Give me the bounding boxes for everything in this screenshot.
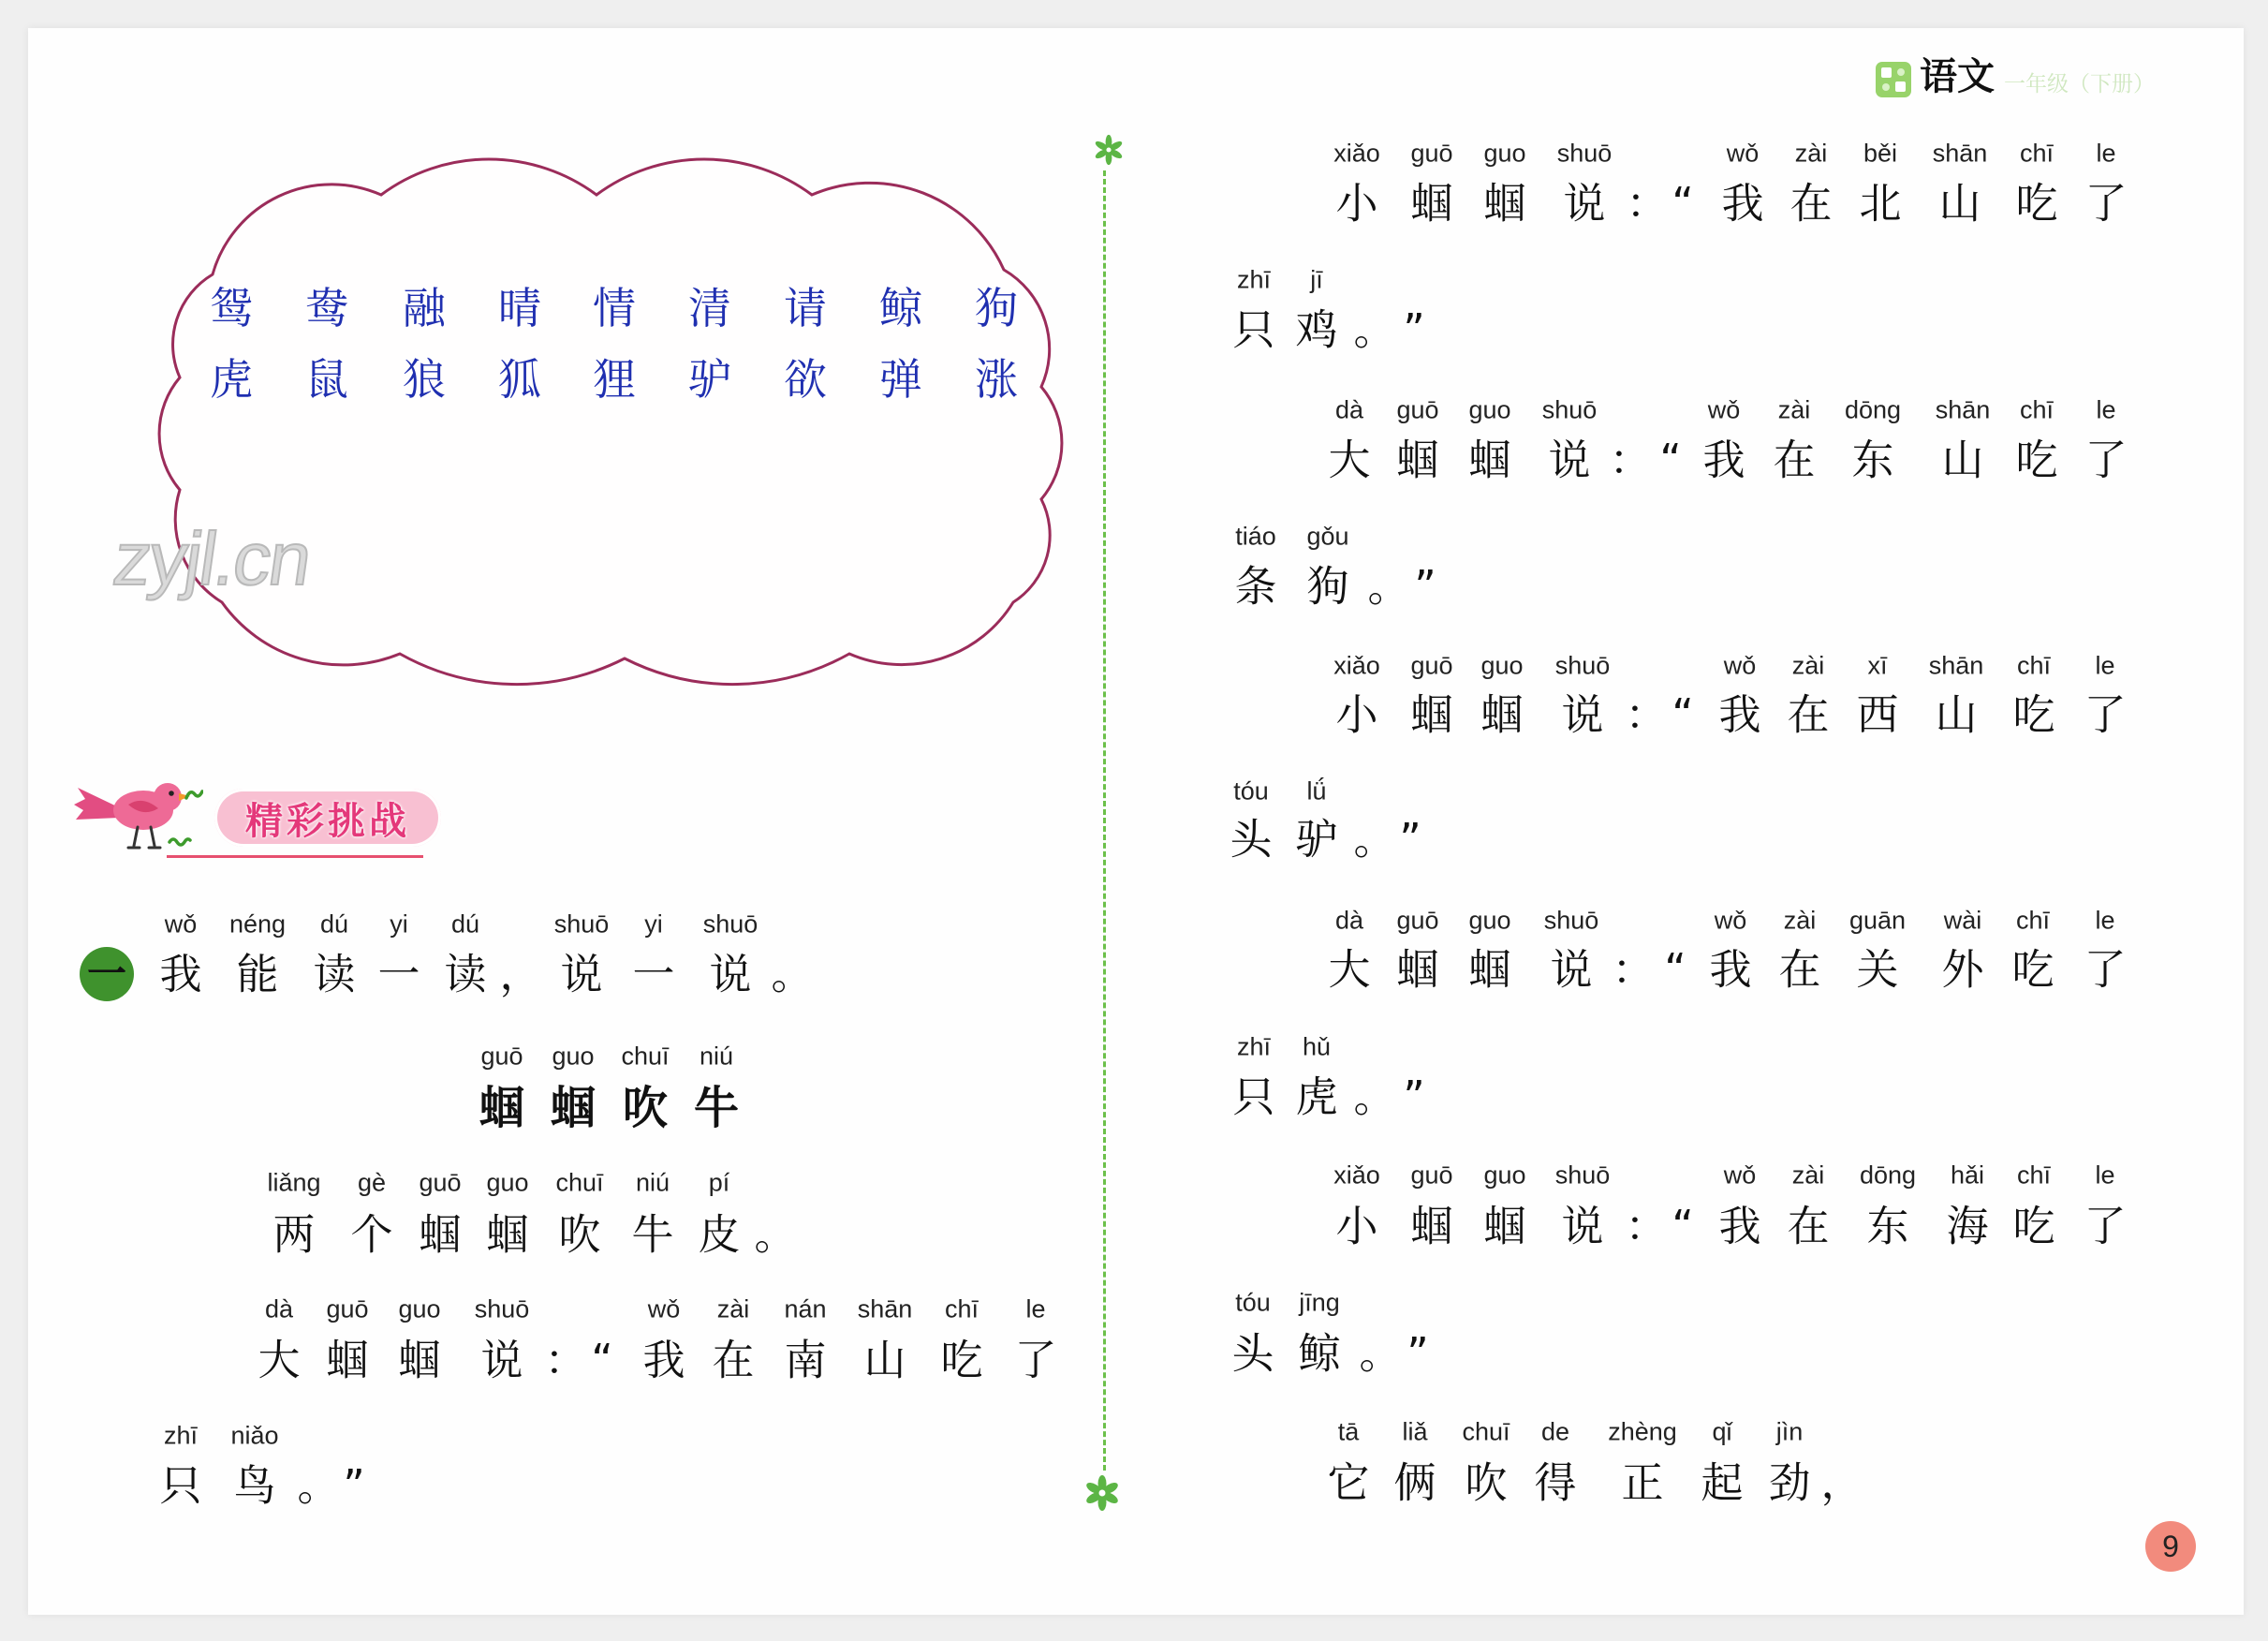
hanzi: “ [591, 1335, 613, 1385]
hanzi: 在 [1787, 689, 1830, 740]
pinyin: guō [326, 1294, 369, 1323]
hanzi: 鸡 [1295, 304, 1338, 355]
pinyin: le [2095, 1161, 2115, 1190]
hanzi: ” [1399, 814, 1421, 865]
pinyin: lǘ [1306, 776, 1327, 806]
hanzi: ： [1609, 435, 1652, 485]
section-title: 精彩挑战 [245, 799, 410, 843]
pinyin: qǐ [1712, 1417, 1732, 1446]
hanzi: 在 [712, 1335, 755, 1385]
hanzi: 吃 [2015, 178, 2058, 229]
banner-underline [167, 855, 423, 858]
hanzi: 。 [754, 1209, 797, 1260]
pinyin: zhī [1236, 265, 1272, 294]
pinyin: zhī [1236, 1032, 1272, 1061]
hanzi: 大 [1328, 944, 1371, 995]
hanzi: 说 [560, 949, 603, 999]
hanzi: 山 [1938, 178, 1981, 229]
hanzi: 读 [313, 949, 356, 999]
pinyin: wǒ [1726, 139, 1760, 168]
hanzi: 吹 [1465, 1457, 1508, 1508]
pinyin: wǒ [1723, 651, 1757, 680]
pinyin: zài [1794, 139, 1828, 168]
vocab-char: 虎 [210, 354, 253, 405]
pinyin: shuō [1554, 651, 1611, 680]
vocab-char: 鲸 [879, 283, 922, 333]
vocab-char: 驴 [688, 354, 731, 405]
hanzi: 北 [1859, 178, 1902, 229]
pinyin: wǒ [1723, 1161, 1757, 1190]
pinyin: tiáo [1235, 522, 1276, 551]
pinyin: shuō [702, 909, 758, 939]
pinyin: guo [1480, 651, 1524, 680]
pinyin: zhèng [1608, 1417, 1677, 1446]
pinyin: tóu [1233, 776, 1269, 806]
hanzi: “ [1664, 944, 1686, 995]
pinyin: jī [1310, 265, 1323, 294]
hanzi: 它 [1327, 1457, 1370, 1508]
hanzi: 蝈 [419, 1209, 462, 1260]
vocab-char: 请 [784, 283, 827, 333]
pinyin: chuī [555, 1168, 604, 1197]
hanzi: 我 [1709, 944, 1752, 995]
hanzi: 吃 [940, 1335, 983, 1385]
hanzi: 小 [1335, 689, 1378, 740]
hanzi: 蝈 [1480, 689, 1524, 740]
hanzi: 能 [236, 949, 279, 999]
pinyin: le [2096, 139, 2116, 168]
pinyin: néng [228, 909, 287, 939]
pinyin: le [2095, 906, 2115, 935]
pinyin: gè [357, 1168, 387, 1197]
pinyin: chuī [621, 1042, 670, 1071]
pinyin: guō [480, 1042, 523, 1071]
hanzi: 吃 [2011, 944, 2054, 995]
pinyin: niú [635, 1168, 670, 1197]
hanzi: 说 [1548, 435, 1591, 485]
hanzi: 蝈 [1410, 689, 1453, 740]
pinyin: chī [2016, 651, 2052, 680]
pinyin: dà [1334, 906, 1364, 935]
hanzi: “ [1672, 178, 1694, 229]
hanzi: 小 [1335, 1201, 1378, 1251]
pinyin: shuō [1543, 906, 1599, 935]
pinyin: xiǎo [1333, 1161, 1380, 1190]
pinyin: běi [1863, 139, 1898, 168]
bird-icon [72, 767, 203, 857]
hanzi: “ [1672, 689, 1694, 740]
hanzi: 说 [480, 1335, 523, 1385]
hanzi: 条 [1234, 561, 1277, 612]
pinyin: pí [708, 1168, 730, 1197]
hanzi: 蝈 [1468, 944, 1511, 995]
hanzi: 。 [1353, 1072, 1396, 1122]
vocab-char: 鸯 [305, 283, 348, 333]
pinyin: guo [398, 1294, 441, 1323]
hanzi: 吃 [2012, 1201, 2055, 1251]
hanzi: 驴 [1295, 814, 1338, 865]
hanzi: 牛 [631, 1209, 674, 1260]
pinyin: dà [1334, 395, 1364, 424]
hanzi: 大 [1328, 435, 1371, 485]
pinyin: shuō [1556, 139, 1613, 168]
pinyin: hǔ [1302, 1032, 1332, 1061]
exercise-number: 一 [86, 951, 126, 997]
hanzi: 山 [863, 1335, 906, 1385]
word-cloud-border [156, 153, 1063, 691]
pinyin: chī [2019, 395, 2054, 424]
hanzi: 蝈 [326, 1335, 369, 1385]
hanzi: 蝈 [1483, 1201, 1526, 1251]
hanzi: 狗 [1306, 561, 1349, 612]
pinyin: guān [1848, 906, 1907, 935]
hanzi: 蝈 [1410, 178, 1453, 229]
pinyin: guō [1396, 906, 1439, 935]
hanzi: 劲 [1768, 1457, 1811, 1508]
hanzi: 吹 [622, 1082, 669, 1134]
hanzi: 鸟 [233, 1460, 276, 1511]
pinyin: hǎi [1950, 1161, 1985, 1190]
hanzi: 我 [1718, 1201, 1761, 1251]
hanzi: “ [1672, 1201, 1694, 1251]
hanzi: ： [1625, 1201, 1668, 1251]
hanzi: 两 [272, 1209, 316, 1260]
hanzi: 关 [1856, 944, 1899, 995]
pinyin: zài [1791, 1161, 1825, 1190]
pinyin: guō [1410, 1161, 1453, 1190]
hanzi: “ [1659, 435, 1682, 485]
hanzi: 吃 [2015, 435, 2058, 485]
pinyin: niǎo [230, 1421, 279, 1450]
hanzi: 说 [1550, 944, 1593, 995]
hanzi: 只 [1232, 1072, 1275, 1122]
pinyin: guō [1410, 139, 1453, 168]
hanzi: 东 [1851, 435, 1894, 485]
hanzi: 说 [1561, 1201, 1604, 1251]
hanzi: 。 [771, 949, 814, 999]
hanzi: ： [1612, 944, 1655, 995]
pinyin: niú [699, 1042, 734, 1071]
hanzi: 山 [1935, 689, 1978, 740]
hanzi: 蝈 [1410, 1201, 1453, 1251]
hanzi: 在 [1789, 178, 1833, 229]
hanzi: 吃 [2012, 689, 2055, 740]
hanzi: 头 [1230, 814, 1273, 865]
hanzi: ： [544, 1335, 587, 1385]
pinyin: shuō [553, 909, 610, 939]
hanzi: ： [1626, 178, 1669, 229]
hanzi: 蝈 [479, 1082, 525, 1134]
pinyin: xī [1867, 651, 1888, 680]
hanzi: 读 [444, 949, 487, 999]
pinyin: le [1025, 1294, 1046, 1323]
vocab-char: 情 [593, 283, 636, 333]
hanzi: 一 [632, 949, 675, 999]
vocab-char: 欲 [784, 354, 827, 405]
hanzi: 蝈 [486, 1209, 529, 1260]
hanzi: ” [343, 1460, 365, 1511]
pinyin: chī [2016, 1161, 2052, 1190]
vocab-char: 狐 [498, 354, 541, 405]
hanzi: 在 [1787, 1201, 1830, 1251]
pinyin: liǎng [267, 1168, 321, 1197]
hanzi: 了 [1014, 1335, 1057, 1385]
hanzi: 说 [1561, 689, 1604, 740]
pinyin: chī [944, 1294, 979, 1323]
pinyin: chī [2015, 906, 2051, 935]
hanzi: 小 [1335, 178, 1378, 229]
hanzi: 说 [709, 949, 752, 999]
vocab-char: 涨 [975, 354, 1018, 405]
vocab-char: 狗 [975, 283, 1018, 333]
hanzi: 了 [2084, 178, 2128, 229]
pinyin: tóu [1235, 1288, 1271, 1317]
pinyin: de [1540, 1417, 1570, 1446]
hanzi: 在 [1778, 944, 1821, 995]
pinyin: wǒ [1714, 906, 1747, 935]
pinyin: dōng [1859, 1161, 1917, 1190]
hanzi: 蝈 [398, 1335, 441, 1385]
hanzi: 在 [1773, 435, 1816, 485]
pinyin: shān [1932, 139, 1988, 168]
pinyin: guo [552, 1042, 595, 1071]
pinyin: shān [857, 1294, 913, 1323]
pinyin: le [2096, 395, 2116, 424]
hanzi: 我 [1721, 178, 1764, 229]
pinyin: zhī [163, 1421, 199, 1450]
hanzi: ” [1403, 1072, 1425, 1122]
pinyin: guo [1468, 395, 1511, 424]
hanzi: 海 [1946, 1201, 1989, 1251]
vocab-char: 鼠 [305, 354, 348, 405]
pinyin: shuō [474, 1294, 530, 1323]
hanzi: 了 [2084, 689, 2127, 740]
pinyin: guo [486, 1168, 529, 1197]
hanzi: 只 [159, 1460, 202, 1511]
flower-icon [1093, 134, 1125, 166]
vocab-char: 弹 [879, 354, 922, 405]
vocab-char: 融 [403, 283, 446, 333]
pinyin: yi [644, 909, 663, 939]
hanzi: 皮 [698, 1209, 741, 1260]
pinyin: jīng [1299, 1288, 1340, 1317]
hanzi: 说 [1563, 178, 1606, 229]
pinyin: yi [390, 909, 408, 939]
hanzi: 吹 [558, 1209, 601, 1260]
pinyin: guō [1410, 651, 1453, 680]
hanzi: 我 [159, 949, 202, 999]
pinyin: shān [1935, 395, 1991, 424]
page-number-badge [2145, 1521, 2196, 1572]
subject-icon [1876, 62, 1911, 97]
hanzi: 蝈 [550, 1082, 596, 1134]
hanzi: 得 [1534, 1457, 1577, 1508]
pinyin: chuī [1462, 1417, 1510, 1446]
pinyin: dú [319, 909, 349, 939]
hanzi: 。 [297, 1460, 340, 1511]
hanzi: 鲸 [1298, 1328, 1341, 1379]
hanzi: 我 [1718, 689, 1761, 740]
hanzi: 山 [1941, 435, 1984, 485]
vocab-char: 晴 [498, 283, 541, 333]
hanzi: 了 [2084, 944, 2127, 995]
hanzi: 外 [1941, 944, 1984, 995]
vocab-char: 清 [688, 283, 731, 333]
hanzi: 了 [2084, 435, 2128, 485]
hanzi: 我 [1702, 435, 1745, 485]
hanzi: 起 [1701, 1457, 1744, 1508]
hanzi: 东 [1866, 1201, 1909, 1251]
vocab-char: 狸 [593, 354, 636, 405]
pinyin: guo [1468, 906, 1511, 935]
hanzi: ， [499, 949, 542, 999]
exercise-number-badge [80, 947, 134, 1001]
hanzi: 蝈 [1396, 944, 1439, 995]
hanzi: 一 [377, 949, 420, 999]
pinyin: jìn [1775, 1417, 1804, 1446]
hanzi: 蝈 [1468, 435, 1511, 485]
pinyin: xiǎo [1333, 139, 1380, 168]
hanzi: 西 [1856, 689, 1899, 740]
hanzi: 大 [258, 1335, 301, 1385]
pinyin: liǎ [1402, 1417, 1428, 1446]
pinyin: dōng [1844, 395, 1902, 424]
vocab-char: 鸳 [210, 283, 253, 333]
column-divider [1103, 170, 1106, 1471]
pinyin: guō [419, 1168, 462, 1197]
pinyin: guō [1396, 395, 1439, 424]
hanzi: 蝈 [1483, 178, 1526, 229]
pinyin: shuō [1541, 395, 1598, 424]
hanzi: 牛 [693, 1082, 740, 1134]
pinyin: wài [1943, 906, 1982, 935]
pinyin: zài [1783, 906, 1817, 935]
pinyin: dà [264, 1294, 294, 1323]
pinyin: zài [1777, 395, 1811, 424]
pinyin: zài [1791, 651, 1825, 680]
hanzi: 。 [1367, 561, 1410, 612]
pinyin: shān [1928, 651, 1984, 680]
pinyin: zài [716, 1294, 750, 1323]
hanzi: ” [1406, 1328, 1429, 1379]
hanzi: 。 [1359, 1328, 1402, 1379]
hanzi: 俩 [1393, 1457, 1436, 1508]
flower-icon [1083, 1474, 1121, 1512]
hanzi: 头 [1231, 1328, 1274, 1379]
hanzi: ， [1820, 1457, 1863, 1508]
pinyin: wǒ [164, 909, 198, 939]
hanzi: 正 [1621, 1457, 1664, 1508]
pinyin: dú [450, 909, 480, 939]
pinyin: wǒ [1707, 395, 1741, 424]
pinyin: shuō [1554, 1161, 1611, 1190]
pinyin: chī [2019, 139, 2054, 168]
pinyin: gǒu [1306, 522, 1349, 551]
hanzi: 我 [642, 1335, 685, 1385]
hanzi: ” [1403, 304, 1425, 355]
pinyin: le [2095, 651, 2115, 680]
watermark: zyjl.cn [108, 517, 316, 600]
hanzi: 南 [784, 1335, 827, 1385]
grade-label: 一年级（下册） [2004, 72, 2155, 96]
page-number: 9 [2162, 1530, 2179, 1563]
hanzi: ： [1625, 689, 1668, 740]
subject-title: 语文 [1920, 55, 1995, 98]
hanzi: 了 [2084, 1201, 2127, 1251]
pinyin: xiǎo [1333, 651, 1380, 680]
hanzi: 。 [1353, 304, 1396, 355]
hanzi: 个 [350, 1209, 393, 1260]
pinyin: guo [1483, 139, 1526, 168]
hanzi: 蝈 [1396, 435, 1439, 485]
hanzi: ” [1414, 561, 1436, 612]
pinyin: tā [1337, 1417, 1360, 1446]
hanzi: 虎 [1295, 1072, 1338, 1122]
pinyin: wǒ [647, 1294, 681, 1323]
hanzi: 。 [1353, 814, 1396, 865]
pinyin: guo [1483, 1161, 1526, 1190]
section-banner [214, 789, 441, 847]
vocab-char: 狼 [403, 354, 446, 405]
pinyin: nán [784, 1294, 827, 1323]
hanzi: 只 [1232, 304, 1275, 355]
